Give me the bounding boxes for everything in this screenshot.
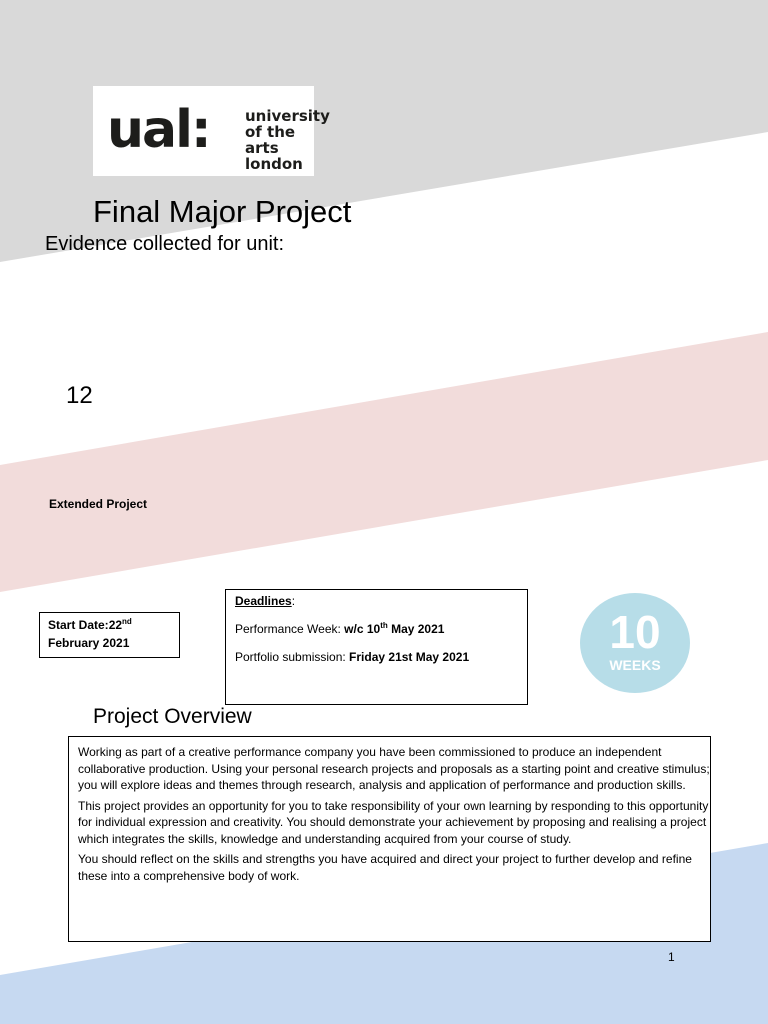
performance-week-rest: May 2021 bbox=[387, 622, 445, 636]
start-date-month: February 2021 bbox=[48, 636, 130, 650]
performance-week-row bbox=[235, 621, 527, 637]
page-title: Final Major Project bbox=[93, 194, 352, 229]
overview-paragraph: This project provides an opportunity for you to take responsibility of your own learning by responding to this opportunity for individual expression and creativity. You should demonstrate your achievement by proposing and realising a project which integrates the skills, knowledge and understanding acquired from your course of study. bbox=[78, 798, 709, 846]
pink-band bbox=[0, 332, 768, 592]
performance-week-suffix: th bbox=[380, 621, 388, 630]
start-date-label: Start Date: bbox=[48, 618, 109, 632]
deadlines-box: Deadlines: Performance Week: w/c 10th May 2021 Portfolio submission: Friday 21st May 2021 bbox=[225, 589, 528, 705]
start-date-line bbox=[48, 616, 179, 634]
portfolio-row bbox=[235, 649, 527, 665]
duration-number: 10 bbox=[609, 606, 661, 658]
ual-logo bbox=[93, 86, 330, 176]
page-subtitle: Evidence collected for unit: bbox=[45, 233, 285, 255]
unit-name: Extended Project bbox=[49, 497, 148, 511]
unit-number: 12 bbox=[66, 382, 93, 409]
start-date-suffix: nd bbox=[122, 617, 132, 626]
page-number: 1 bbox=[668, 950, 675, 964]
start-date-day: 22 bbox=[108, 618, 123, 632]
logo-line-2: of the arts bbox=[245, 123, 296, 157]
duration-badge bbox=[580, 593, 690, 693]
performance-week-label: Performance Week: bbox=[235, 622, 345, 636]
performance-week-prefix: w/c 10 bbox=[344, 622, 381, 636]
portfolio-value: Friday 21st May 2021 bbox=[349, 650, 470, 664]
logo-mark: ual: bbox=[107, 100, 210, 160]
overview-heading: Project Overview bbox=[93, 705, 252, 728]
portfolio-label: Portfolio submission: bbox=[235, 650, 350, 664]
duration-unit: WEEKS bbox=[609, 657, 661, 673]
overview-box bbox=[68, 736, 711, 942]
overview-paragraph: Working as part of a creative performance company you have been commissioned to produce an independent collaborative production. Using your personal research projects and proposals as a starting point and creative stimulus; you will explore ideas and themes through research, analysis and application of performance and production skills. bbox=[78, 745, 710, 792]
logo-wordmark bbox=[245, 108, 330, 172]
deadlines-heading: Deadlines bbox=[235, 594, 292, 608]
logo-line-1: university bbox=[245, 107, 330, 125]
overview-paragraph: You should reflect on the skills and strengths you have acquired and direct your project to further develop and refine these into a comprehensive body of work. bbox=[78, 852, 692, 883]
logo-line-3: london bbox=[245, 155, 303, 173]
start-date-box bbox=[39, 612, 180, 658]
